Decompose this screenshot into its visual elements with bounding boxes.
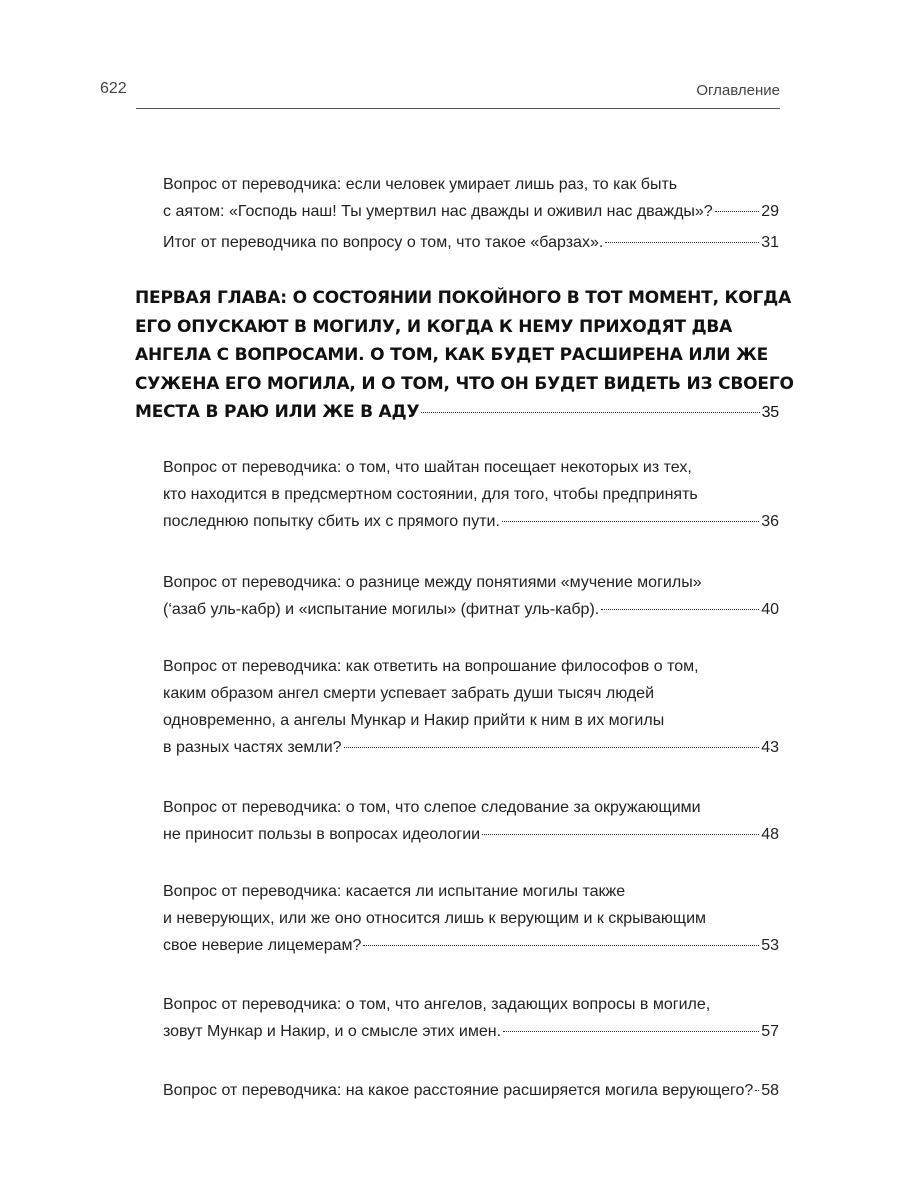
- dot-leader: [601, 609, 759, 610]
- entry-text: Итог от переводчика по вопросу о том, что такое «барзах».: [163, 234, 604, 251]
- entry-page-number: 58: [761, 1082, 779, 1099]
- entry-line: и неверующих, или же оно относится лишь к верующим и к скрывающим: [163, 910, 706, 927]
- entry-line: Вопрос от переводчика: касается ли испытание могилы также: [163, 883, 626, 900]
- toc-entry[interactable]: [163, 878, 779, 959]
- chapter-entry[interactable]: [135, 284, 794, 428]
- entry-last-line: [163, 198, 779, 225]
- entry-line: Вопрос от переводчика: если человек умирает лишь раз, то как быть: [163, 176, 678, 193]
- entry-text: в разных частях земли?: [163, 739, 342, 756]
- dot-leader: [502, 521, 759, 522]
- running-title: Оглавление: [696, 82, 780, 99]
- entry-last-line: [163, 932, 779, 959]
- toc-entry[interactable]: [163, 229, 779, 256]
- entry-line: Вопрос от переводчика: о разнице между понятиями «мучение могилы»: [163, 574, 702, 591]
- toc-entry[interactable]: [163, 171, 779, 225]
- dot-leader: [482, 834, 759, 835]
- entry-last-line: [163, 821, 779, 848]
- toc-entry[interactable]: [163, 569, 779, 623]
- entry-line: Вопрос от переводчика: о том, что шайтан посещает некоторых из тех,: [163, 459, 692, 476]
- entry-line: кто находится в предсмертном состоянии, для того, чтобы предпринять: [163, 486, 698, 503]
- entry-page-number: 31: [761, 234, 779, 251]
- entry-text: последнюю попытку сбить их с прямого пути.: [163, 513, 500, 530]
- chapter-line: АНГЕЛА С ВОПРОСАМИ. О ТОМ, КАК БУДЕТ РАСШИРЕНА ИЛИ ЖЕ: [135, 345, 769, 365]
- entry-last-line: [163, 596, 779, 623]
- entry-text: свое неверие лицемерам?: [163, 937, 362, 954]
- entry-last-line: [163, 1018, 779, 1045]
- toc-entry[interactable]: [163, 1077, 779, 1104]
- entry-last-line: [163, 229, 779, 256]
- entry-page-number: 40: [761, 601, 779, 618]
- entry-text: с аятом: «Господь наш! Ты умертвил нас дважды и оживил нас дважды»?: [163, 203, 713, 220]
- entry-line: одновременно, а ангелы Мункар и Накир прийти к ним в их могилы: [163, 712, 665, 729]
- page-number: 622: [100, 80, 127, 97]
- entry-page-number: 53: [761, 937, 779, 954]
- toc-entry[interactable]: [163, 991, 779, 1045]
- chapter-page-number: 35: [761, 404, 779, 421]
- entry-page-number: 43: [761, 739, 779, 756]
- chapter-text: МЕСТА В РАЮ ИЛИ ЖЕ В АДУ: [135, 402, 420, 422]
- dot-leader: [715, 211, 760, 212]
- entry-last-line: [163, 734, 779, 761]
- chapter-last-line: [135, 398, 779, 428]
- entry-last-line: [163, 508, 779, 535]
- entry-page-number: 36: [761, 513, 779, 530]
- entry-page-number: 57: [761, 1023, 779, 1040]
- entry-text: зовут Мункар и Накир, и о смысле этих имен.: [163, 1023, 502, 1040]
- dot-leader: [503, 1031, 759, 1032]
- toc-entry[interactable]: [163, 653, 779, 761]
- dot-leader: [755, 1090, 759, 1091]
- entry-last-line: [163, 1077, 779, 1104]
- chapter-line: СУЖЕНА ЕГО МОГИЛА, И О ТОМ, ЧТО ОН БУДЕТ ВИДЕТЬ ИЗ СВОЕГО: [135, 373, 794, 394]
- entry-text: (‘азаб уль-кабр) и «испытание могилы» (фитнат уль-кабр).: [163, 601, 600, 618]
- page-header: [100, 80, 780, 110]
- dot-leader: [605, 242, 759, 243]
- chapter-line: ПЕРВАЯ ГЛАВА: О СОСТОЯНИИ ПОКОЙНОГО В ТОТ МОМЕНТ, КОГДА: [135, 288, 792, 308]
- chapter-line: ЕГО ОПУСКАЮТ В МОГИЛУ, И КОГДА К НЕМУ ПРИХОДЯТ ДВА: [135, 316, 733, 337]
- entry-line: Вопрос от переводчика: как ответить на вопрошание философов о том,: [163, 658, 699, 675]
- dot-leader: [363, 945, 759, 946]
- header-rule: [136, 108, 780, 109]
- toc-entry[interactable]: [163, 794, 779, 848]
- entry-line: каким образом ангел смерти успевает забрать души тысяч людей: [163, 685, 655, 702]
- entry-line: Вопрос от переводчика: о том, что слепое следование за окружающими: [163, 799, 701, 816]
- entry-text: не приносит пользы в вопросах идеологии: [163, 826, 481, 843]
- entry-page-number: 48: [761, 826, 779, 843]
- entry-line: Вопрос от переводчика: о том, что ангелов, задающих вопросы в могиле,: [163, 996, 711, 1013]
- entry-page-number: 29: [761, 203, 779, 220]
- dot-leader: [421, 412, 759, 413]
- toc-entry[interactable]: [163, 454, 779, 535]
- entry-text: Вопрос от переводчика: на какое расстояние расширяется могила верующего?: [163, 1082, 754, 1099]
- dot-leader: [344, 747, 760, 748]
